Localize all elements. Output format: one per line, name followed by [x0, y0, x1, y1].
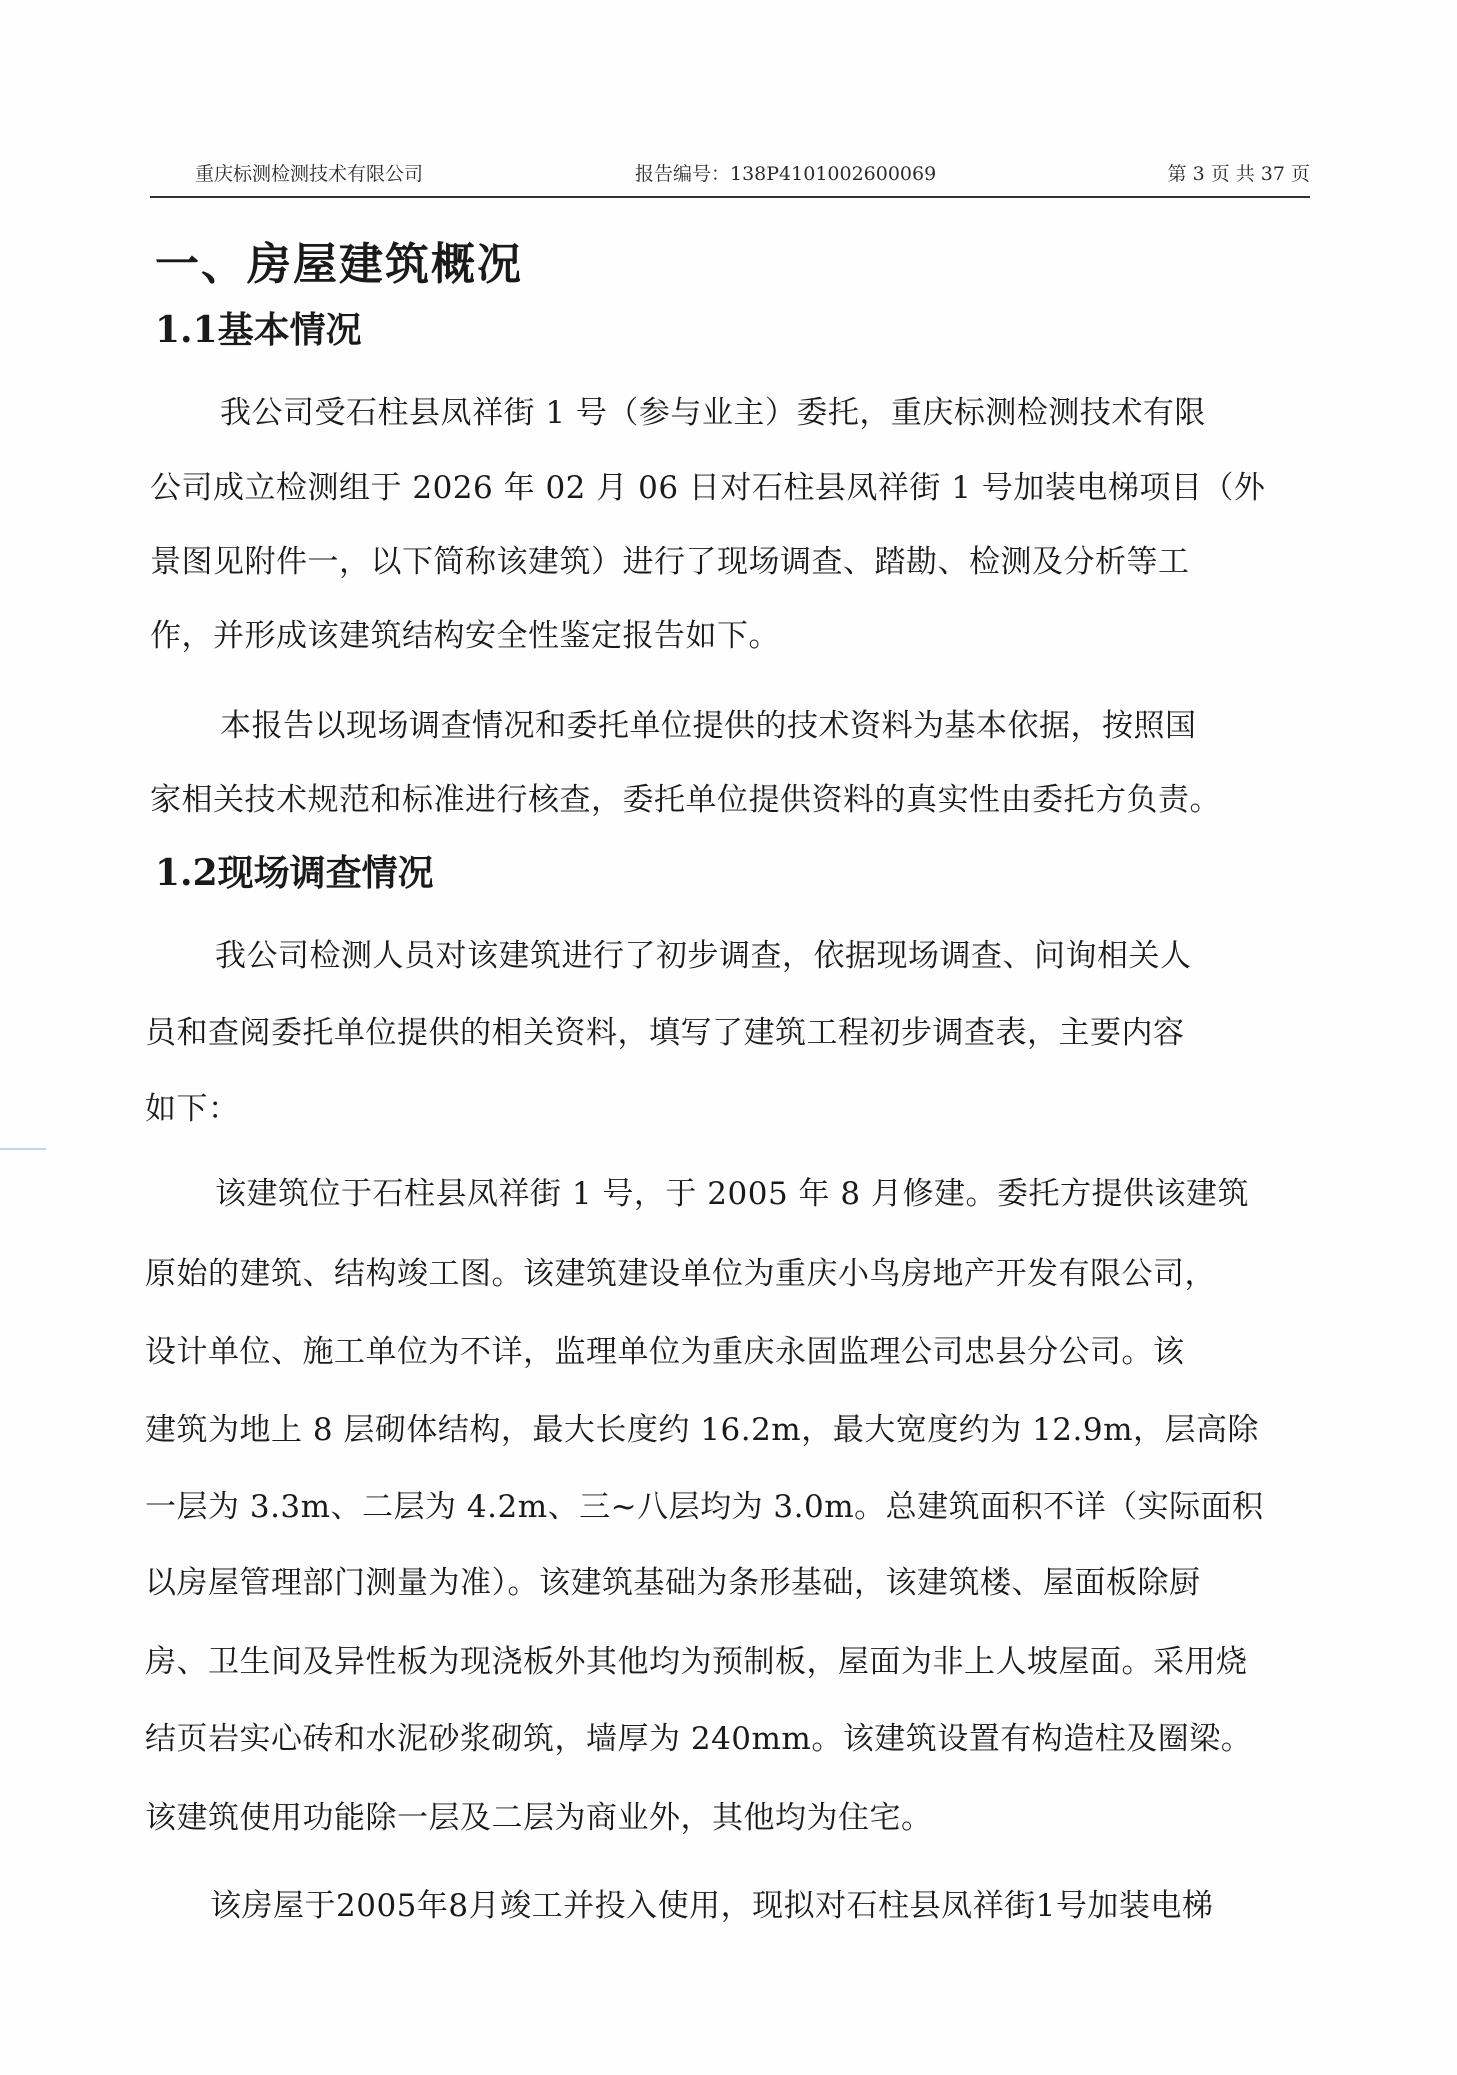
- paragraph-line: 景图见附件一，以下简称该建筑）进行了现场调查、踏勘、检测及分析等工: [150, 544, 1190, 580]
- paragraph-line: 设计单位、施工单位为不详，监理单位为重庆永固监理公司忠县分公司。该: [145, 1334, 1185, 1370]
- subsection-heading-basic-info: 1.1基本情况: [155, 309, 362, 351]
- paragraph-line: 结页岩实心砖和水泥砂浆砌筑，墙厚为 240mm。该建筑设置有构造柱及圈梁。: [145, 1721, 1253, 1757]
- paragraph-line: 该建筑位于石柱县凤祥街 1 号，于 2005 年 8 月修建。委托方提供该建筑: [215, 1176, 1249, 1212]
- paragraph-line: 以房屋管理部门测量为准）。该建筑基础为条形基础，该建筑楼、屋面板除厨: [145, 1565, 1201, 1601]
- paragraph-line: 该建筑使用功能除一层及二层为商业外，其他均为住宅。: [145, 1800, 933, 1836]
- header-report-number: 报告编号：138P4101002600069: [635, 163, 937, 185]
- paragraph-line: 公司成立检测组于 2026 年 02 月 06 日对石柱县凤祥街 1 号加装电梯项目（外: [150, 470, 1266, 506]
- header-page-info: 第 3 页 共 37 页: [1167, 163, 1310, 185]
- section-heading-building-overview: 一、房屋建筑概况: [155, 239, 523, 290]
- header-divider: [150, 196, 1310, 198]
- paragraph-line: 本报告以现场调查情况和委托单位提供的技术资料为基本依据，按照国: [220, 708, 1197, 744]
- paragraph-line: 房、卫生间及异性板为现浇板外其他均为预制板，屋面为非上人坡屋面。采用烧: [145, 1644, 1248, 1680]
- header-company-name: 重庆标测检测技术有限公司: [195, 163, 424, 185]
- paragraph-line: 我公司检测人员对该建筑进行了初步调查，依据现场调查、问询相关人: [215, 938, 1192, 974]
- scan-margin-mark: [0, 1148, 46, 1150]
- paragraph-line: 建筑为地上 8 层砌体结构，最大长度约 16.2m，最大宽度约为 12.9m，层高除: [145, 1412, 1259, 1448]
- paragraph-line: 原始的建筑、结构竣工图。该建筑建设单位为重庆小鸟房地产开发有限公司，: [145, 1256, 1216, 1292]
- page-header: [195, 159, 1310, 197]
- paragraph-line: 作，并形成该建筑结构安全性鉴定报告如下。: [150, 618, 780, 654]
- paragraph-line: 该房屋于2005年8月竣工并投入使用，现拟对石柱县凤祥街1号加装电梯: [210, 1888, 1214, 1924]
- paragraph-line: 一层为 3.3m、二层为 4.2m、三~八层均为 3.0m。总建筑面积不详（实际面积: [145, 1489, 1264, 1525]
- paragraph-line: 我公司受石柱县凤祥街 1 号（参与业主）委托，重庆标测检测技术有限: [220, 395, 1206, 431]
- paragraph-line: 如下：: [145, 1091, 240, 1127]
- paragraph-line: 员和查阅委托单位提供的相关资料，填写了建筑工程初步调查表，主要内容: [145, 1015, 1185, 1051]
- subsection-heading-site-survey: 1.2现场调查情况: [155, 852, 434, 894]
- paragraph-line: 家相关技术规范和标准进行核查，委托单位提供资料的真实性由委托方负责。: [150, 782, 1221, 818]
